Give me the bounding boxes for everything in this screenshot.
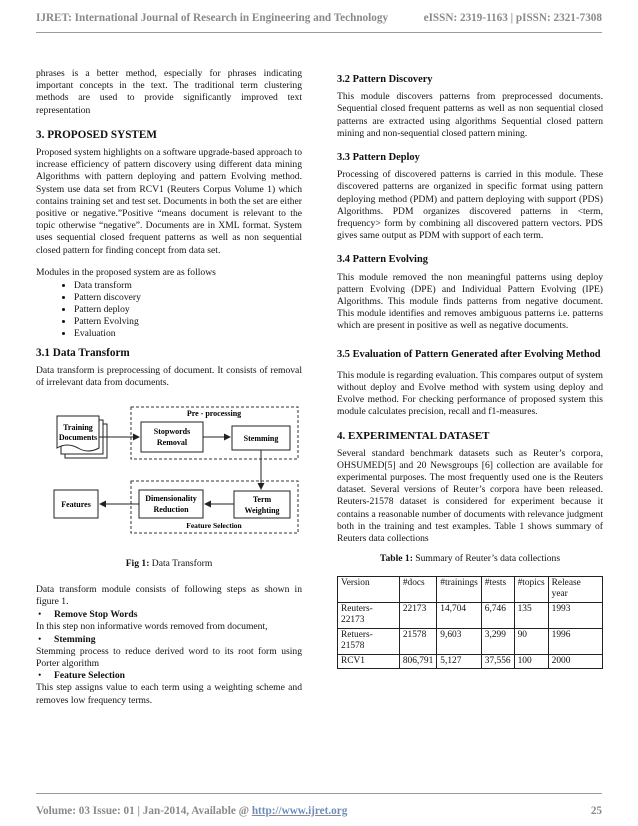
dimensionality-label: Dimensionality [145, 493, 197, 503]
step-2-text: Stemming process to reduce derived word to its root form using Porter algorithm [36, 645, 302, 670]
table-row [338, 602, 603, 628]
list-item: • Evaluation [74, 328, 302, 340]
training-label: Training [63, 422, 93, 432]
documents-label: Documents [58, 432, 98, 442]
figure-diagram [36, 404, 302, 552]
steps-intro: Data transform module consists of following steps as shown in figure 1. [36, 583, 302, 608]
weighting-label: Weighting [244, 505, 280, 515]
stemming-label: Stemming [243, 433, 279, 443]
list-item: • Pattern Evolving [74, 316, 302, 328]
figure-caption-text: Data Transform [149, 557, 213, 569]
table-cell: 1993 [548, 602, 602, 628]
table-row [338, 654, 603, 669]
table-cell: 37,556 [481, 654, 514, 669]
footer-rule [36, 793, 602, 794]
table-cell: Reuters-22173 [338, 602, 400, 628]
bullet: • [38, 609, 42, 621]
step-1-text: In this step non informative words removed from document, [36, 621, 268, 633]
table-cell: 14,704 [437, 602, 482, 628]
modules-intro: Modules in the proposed system are as follows [36, 266, 216, 278]
journal-link[interactable]: http://www.ijret.org [251, 805, 348, 817]
section-3-4-heading: 3.4 Pattern Evolving [337, 254, 428, 266]
pre-processing-label: Pre - processing [186, 408, 242, 418]
step-2-title: • Stemming [38, 633, 96, 645]
table-cell: RCV1 [338, 654, 400, 669]
left-column [36, 68, 302, 713]
section-3-3-heading: 3.3 Pattern Deploy [337, 152, 420, 164]
table-header-row [338, 576, 603, 602]
table-caption-text: Summary of Reuter’s data collections [412, 553, 561, 565]
table-cell: 9,603 [437, 628, 482, 654]
section-3-5-heading: 3.5 Evaluation of Pattern Generated after Evolving Method [337, 348, 601, 360]
step-1-title: • Remove Stop Words [38, 609, 138, 621]
table-row [338, 628, 603, 654]
section-3-1-heading: 3.1 Data Transform [36, 347, 130, 360]
table-cell: 5,127 [437, 654, 482, 669]
table-caption-label: Table 1: [379, 553, 413, 565]
section-3-2-heading: 3.2 Pattern Discovery [337, 74, 433, 85]
page-header [36, 12, 602, 24]
table-cell: 100 [514, 654, 548, 669]
right-column [337, 68, 603, 669]
section-3-3-paragraph: Processing of discovered patterns is carried in this module. These discovered patterns are organized in specific format using pattern deploying method (PDM) and pattern deploying with support (PDS) Algorithms. PDM organizes discovered patterns in <term, frequency> form by combining all discovered pattern vectors. PDS gives same output as PDM with support of each term. [337, 169, 603, 242]
section-3-paragraph: Proposed system highlights on a software upgrade-based approach to increase efficiency of pattern discovery using different data mining Algorithms with pattern deploying and pattern Evolving method. System use data set from RCV1 (Reuters Corpus Volume 1) which contains training set and test set. Documents in both the set are either positive or negative.”Positive “means document is relevant to the topic otherwise “negative”. Documents are in XML format. System uses sequential closed frequent patterns as well as non sequential closed pattern for finding concept from data set. [36, 147, 302, 256]
stopwords-label: Stopwords [153, 426, 191, 436]
reduction-label: Reduction [153, 504, 189, 514]
list-item: • Pattern discovery [74, 292, 302, 304]
step-3-title: • Feature Selection [38, 670, 125, 682]
section-3-1-paragraph: Data transform is preprocessing of document. It consists of removal of irrelevant data from documents. [36, 365, 302, 389]
table-cell: 806,791 [399, 654, 436, 669]
term-label: Term [252, 494, 272, 504]
table-header-cell: Release year [548, 576, 602, 602]
page-footer [36, 805, 602, 817]
section-3-5-paragraph: This module is regarding evaluation. This compares output of system without deploy and Evolve method with system using deploy and Evolve method. For checking performance of proposed system this module calculates precision, recall and f1-measures. [337, 369, 603, 418]
table-caption [337, 553, 603, 565]
table-header-cell: #docs [399, 576, 436, 602]
table-cell: 6,746 [481, 602, 514, 628]
data-transform-figure [36, 404, 302, 552]
figure-caption-label: Fig 1: [125, 557, 150, 569]
section-3-heading: 3. PROPOSED SYSTEM [36, 128, 157, 141]
removal-label: Removal [156, 437, 188, 447]
table-header-cell: #tests [481, 576, 514, 602]
table-cell: 3,299 [481, 628, 514, 654]
intro-paragraph: phrases is a better method, especially for phrases indicating important concepts in the text. The traditional term clustering methods are used to provide significantly improved text representation [36, 68, 302, 116]
section-3-4-paragraph: This module removed the non meaningful patterns using deploy pattern Evolving (DPE) and Individual Pattern Evolving (IPE) Algorithms. This module finds patterns from negative document. This module identifies and removes ambiguous patterns i.e. patterns which are present in positive as well as negative documents. [337, 271, 603, 332]
step-3-text: This step assigns value to each term using a weighting scheme and removes low frequency terms. [36, 682, 302, 706]
feature-selection-label: Feature Selection [186, 520, 242, 530]
table-cell: 21578 [399, 628, 436, 654]
bullet: • [38, 633, 42, 645]
features-label: Features [61, 499, 91, 509]
table-cell: 22173 [399, 602, 436, 628]
section-3-2-paragraph: This module discovers patterns from preprocessed documents. Sequential closed frequent patterns as well as non sequential closed patterns are extracted using algorithms Sequential closed pattern mining and non-sequential closed pattern mining. [337, 91, 603, 139]
table-cell: 1996 [548, 628, 602, 654]
section-4-paragraph: Several standard benchmark datasets such as Reuter’s corpora, OHSUMED[5] and 20 Newsgroups [6] collection are available for experimental purposes. The most frequently used one is the Reuters dataset. Several versions of Reuter’s corpora have been released. Reuters-21578 dataset is considered for experiment because it contains a reasonable number of documents with relevance judgment both in the training and test examples. Table 1 shows summary of Reuters data collections [337, 447, 603, 545]
table-header-cell: #topics [514, 576, 548, 602]
journal-title: IJRET: International Journal of Research in Engineering and Technology [36, 12, 389, 24]
bullet: • [38, 670, 42, 682]
table-cell: Retuers-21578 [338, 628, 400, 654]
modules-list [36, 280, 302, 340]
list-item: • Data transform [74, 280, 302, 292]
table-cell: 90 [514, 628, 548, 654]
table-header-cell: #trainings [437, 576, 482, 602]
section-4-heading: 4. EXPERIMENTAL DATASET [337, 430, 490, 443]
header-rule [36, 32, 602, 33]
table-cell: 2000 [548, 654, 602, 669]
footer-volume-info: Volume: 03 Issue: 01 | Jan-2014, Available @ http://www.ijret.org [36, 805, 348, 817]
table-cell: 135 [514, 602, 548, 628]
reuters-summary-table [337, 576, 603, 670]
page-number: 25 [590, 805, 602, 817]
figure-caption [36, 558, 302, 570]
list-item: • Pattern deploy [74, 304, 302, 316]
table-header-cell: Version [338, 576, 400, 602]
issn-info: eISSN: 2319-1163 | pISSN: 2321-7308 [423, 12, 602, 24]
